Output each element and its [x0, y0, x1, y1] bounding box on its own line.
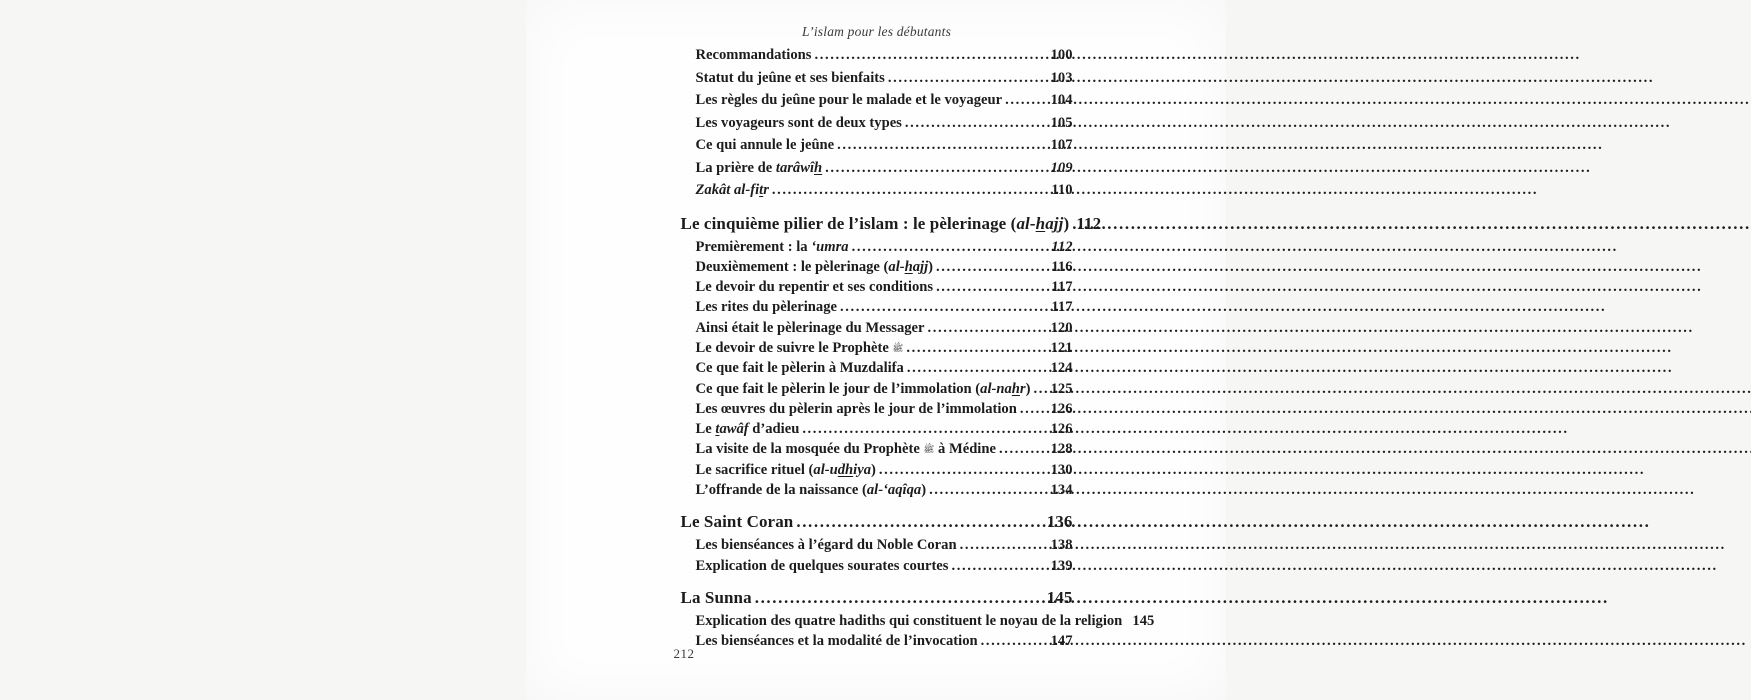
entry-title-part: Premièrement : la	[695, 238, 812, 255]
toc-entry	[681, 631, 1073, 651]
prophet-honorific-glyph: ﷺ	[892, 342, 904, 353]
entry-title	[681, 585, 752, 610]
toc-entry	[681, 67, 1073, 90]
entry-title-part: r	[763, 182, 769, 198]
toc-entry	[681, 358, 1073, 378]
leader-dots	[960, 535, 1044, 555]
entry-title-part: La Sunna	[680, 587, 752, 607]
entry-title-part: Les œuvres du pèlerin après le jour de l’immolation	[695, 400, 1017, 417]
entry-title-part: La visite de la mosquée du Prophète	[695, 441, 924, 458]
page-number: 107	[1050, 137, 1073, 153]
entry-title	[696, 157, 823, 180]
entry-title-part: al-	[1016, 213, 1036, 233]
entry-title-part: La prière de	[695, 159, 776, 176]
entry-title-part: )	[871, 461, 876, 478]
entry-title-part: Le Saint Coran	[680, 512, 794, 532]
toc-entry	[681, 535, 1073, 555]
toc-entry	[681, 134, 1073, 157]
leader-dots	[936, 257, 1043, 277]
page-number: 120	[1050, 319, 1073, 336]
entry-title-part: Les voyageurs sont de deux types	[695, 114, 902, 131]
leader-dots	[825, 157, 1043, 180]
page-number: 117	[1051, 279, 1073, 296]
leader-dots	[981, 631, 1044, 651]
entry-title	[696, 419, 800, 439]
toc-entry	[681, 460, 1073, 480]
leader-dots	[936, 277, 1043, 297]
page-number: 109	[1050, 159, 1073, 176]
leader-dots	[929, 480, 1043, 500]
entry-title	[696, 318, 925, 338]
entry-title-part: h	[904, 258, 913, 275]
entry-title-part: d’adieu	[748, 421, 800, 438]
entry-title-part: ‘umra	[811, 238, 849, 255]
entry-title-part: Le devoir du repentir et ses conditions	[695, 279, 934, 296]
toc-entry	[681, 480, 1073, 500]
entry-title-part: ajj	[1045, 213, 1064, 233]
footer-page-number: 212	[673, 646, 695, 661]
toc-entry	[681, 399, 1073, 419]
entry-title	[696, 44, 812, 67]
entry-title-part: h	[814, 159, 823, 176]
toc-entry	[681, 112, 1073, 135]
entry-title-part: Deuxièmement : le pèlerinage (	[695, 258, 889, 275]
entry-title-part: al-‘aqîqa	[866, 482, 922, 499]
leader-dots	[802, 419, 1043, 439]
entry-title	[696, 134, 835, 157]
entry-title-part: Explication de quelques sourates courtes	[695, 557, 949, 574]
entry-title-part: Le cinquième pilier de l’islam : le pèlerinage (	[680, 213, 1017, 233]
leader-dots	[1020, 399, 1044, 419]
prophet-honorific-glyph: ﷺ	[923, 444, 935, 455]
leader-dots	[796, 509, 1043, 534]
entry-title-part: Explication des quatre hadiths qui constituent le noyau de la religion	[695, 612, 1123, 629]
toc-entry	[681, 419, 1073, 439]
entry-title-part: h	[1011, 380, 1020, 397]
entry-title-part: dh	[837, 461, 854, 478]
entry-title-part: Les bienséances à l’égard du Noble Coran	[695, 537, 957, 554]
page-number: 134	[1050, 482, 1073, 499]
leader-dots	[951, 556, 1043, 576]
page-number: 117	[1051, 299, 1073, 316]
entry-title-part: t	[715, 421, 720, 438]
entry-title-part: t	[759, 182, 764, 198]
entry-title-part: iya	[853, 461, 872, 478]
page-number: 125	[1050, 380, 1073, 397]
toc-section-header	[680, 211, 1102, 236]
entry-title	[696, 439, 996, 459]
leader-dots	[814, 44, 1043, 67]
page-number: 100	[1050, 47, 1073, 63]
leader-dots	[888, 67, 1044, 90]
leader-dots	[905, 112, 1044, 135]
entry-title	[696, 399, 1017, 419]
entry-title-part: L’offrande de la naissance (	[695, 482, 867, 499]
entry-title	[696, 480, 927, 500]
page-number: 105	[1050, 114, 1073, 131]
page-number: 139	[1050, 557, 1073, 574]
toc-entry	[681, 44, 1073, 67]
leader-dots	[907, 358, 1044, 378]
page-number: 130	[1050, 461, 1073, 478]
toc-entry	[681, 157, 1073, 180]
entry-title-part: Ce qui annule le jeûne	[695, 137, 835, 153]
entry-title	[696, 112, 902, 135]
leader-dots	[879, 460, 1044, 480]
entry-title-part: Statut du jeûne et ses bienfaits	[695, 69, 885, 86]
leader-dots	[999, 439, 1044, 459]
entry-title-part: h	[1035, 213, 1046, 233]
entry-title	[696, 89, 1003, 112]
entry-title	[696, 379, 1031, 399]
page-number: 145	[1132, 612, 1155, 629]
leader-dots	[755, 585, 1044, 610]
leader-dots	[1005, 89, 1043, 112]
toc-section-header	[681, 585, 1073, 610]
entry-title	[696, 67, 885, 90]
toc-entry	[681, 439, 1073, 459]
table-of-contents	[680, 44, 1155, 652]
entry-title	[696, 631, 978, 651]
leader-dots	[906, 338, 1043, 358]
entry-title-part: Les règles du jeûne pour le malade et le voyageur	[695, 92, 1003, 108]
page-number: 126	[1050, 421, 1073, 438]
leader-dots	[837, 134, 1043, 157]
toc-entry	[681, 379, 1073, 399]
entry-title	[696, 179, 769, 202]
toc-entry	[681, 318, 1073, 338]
leader-dots	[772, 179, 1044, 202]
entry-title	[681, 509, 794, 534]
entry-title	[696, 297, 837, 317]
page-number: 138	[1050, 537, 1073, 554]
toc-entry	[681, 297, 1073, 317]
entry-title-part: Le devoir de suivre le Prophète	[695, 339, 893, 356]
entry-title-part: Ainsi était le pèlerinage du Messager	[695, 319, 925, 336]
entry-title-part: awâf	[719, 421, 749, 438]
toc-entry	[681, 556, 1073, 576]
toc-entry	[681, 179, 1073, 202]
entry-title-part: )	[1025, 380, 1031, 397]
entry-title-part: )	[1063, 213, 1070, 233]
entry-title	[696, 535, 957, 555]
entry-title	[696, 237, 849, 257]
entry-title-part: al-	[888, 258, 905, 275]
toc-entry	[681, 237, 1073, 257]
leader-dots	[852, 237, 1044, 257]
leader-dots	[928, 318, 1044, 338]
page-number: 121	[1050, 339, 1073, 356]
book-page	[526, 0, 1226, 700]
entry-title-part: à Médine	[934, 441, 996, 458]
toc-entry	[681, 338, 1073, 358]
entry-title-part: Les rites du pèlerinage	[695, 299, 837, 316]
page-number: 112	[1076, 213, 1102, 233]
page-number: 116	[1051, 258, 1073, 275]
entry-title	[696, 358, 904, 378]
entry-title-part: r	[1019, 380, 1026, 397]
toc-entry	[681, 257, 1073, 277]
page-number: 128	[1050, 441, 1073, 458]
page-number: 126	[1050, 400, 1073, 417]
page-number: 110	[1051, 182, 1073, 198]
page-number: 136	[1046, 512, 1073, 532]
toc-section-header	[681, 509, 1073, 534]
page-number: 104	[1050, 92, 1073, 108]
page-number: 124	[1050, 360, 1073, 377]
entry-title-part: Les bienséances et la modalité de l’invocation	[695, 633, 978, 650]
entry-title-part: )	[921, 482, 927, 499]
page-number: 103	[1050, 69, 1073, 86]
toc-entry	[681, 277, 1073, 297]
entry-title-part: Le	[695, 421, 716, 438]
entry-title	[696, 460, 876, 480]
leader-dots	[1033, 379, 1043, 399]
entry-title-part: ajj	[912, 258, 929, 275]
entry-title-part: al-u	[813, 461, 838, 478]
running-header: L’islam pour les débutants	[801, 24, 952, 39]
entry-title-part: al-na	[980, 380, 1012, 397]
entry-title-part: tarâwî	[775, 159, 815, 176]
entry-title	[696, 338, 904, 358]
entry-title	[696, 277, 934, 297]
page-number: 147	[1050, 633, 1073, 650]
entry-title-part: Recommandations	[695, 47, 812, 63]
entry-title	[696, 611, 1123, 631]
entry-title	[696, 257, 934, 277]
toc-entry	[681, 611, 1155, 631]
entry-title-part: )	[928, 258, 934, 275]
page-number: 112	[1051, 238, 1073, 255]
entry-title-part: Ce que fait le pèlerin le jour de l’immolation (	[695, 380, 981, 397]
entry-title	[696, 556, 949, 576]
entry-title	[681, 211, 1070, 236]
page-number: 145	[1046, 587, 1073, 607]
entry-title-part: Zakât al-fi	[695, 182, 760, 198]
entry-title-part: Le sacrifice rituel (	[695, 461, 814, 478]
toc-entry	[681, 89, 1073, 112]
entry-title-part: Ce que fait le pèlerin à Muzdalifa	[695, 360, 904, 377]
leader-dots	[840, 297, 1044, 317]
